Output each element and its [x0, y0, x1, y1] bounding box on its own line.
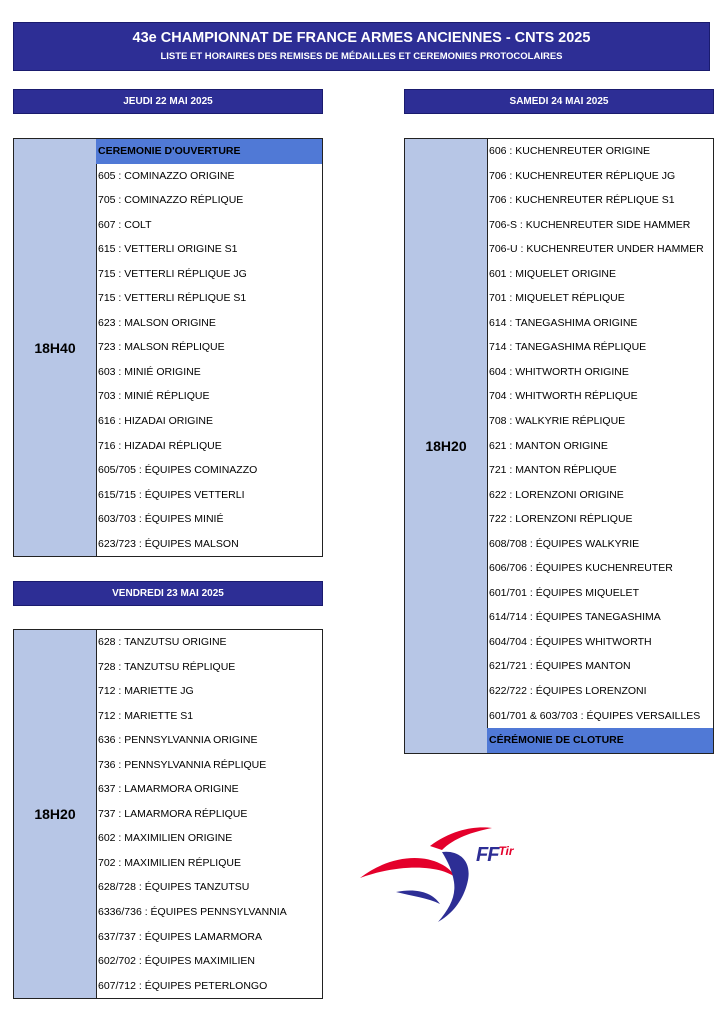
day-header-saturday: SAMEDI 24 MAI 2025 [404, 89, 714, 114]
list-item: 605/705 : ÉQUIPES COMINAZZO [98, 464, 258, 477]
list-item: 604 : WHITWORTH ORIGINE [489, 365, 629, 378]
list-item: 715 : VETTERLI RÉPLIQUE S1 [98, 292, 247, 305]
list-item: 701 : MIQUELET RÉPLIQUE [489, 292, 625, 305]
logo-red-swoosh [360, 858, 458, 880]
schedule-saturday [404, 138, 714, 754]
list-item: 616 : HIZADAI ORIGINE [98, 415, 213, 428]
list-item: 728 : TANZUTSU RÉPLIQUE [98, 660, 236, 673]
day-header-thursday: JEUDI 22 MAI 2025 [13, 89, 323, 114]
logo-blue-swoosh [396, 891, 440, 905]
list-item: 608/708 : ÉQUIPES WALKYRIE [489, 537, 640, 550]
logo-wordmark [476, 844, 514, 867]
list-item: 704 : WHITWORTH RÉPLIQUE [489, 390, 638, 403]
list-item: 723 : MALSON RÉPLIQUE [98, 341, 225, 354]
closing-ceremony: CÉRÉMONIE DE CLOTURE [487, 728, 713, 753]
page-subtitle: LISTE ET HORAIRES DES REMISES DE MÉDAILLES ET CEREMONIES PROTOCOLAIRES [160, 51, 563, 62]
list-item: 614 : TANEGASHIMA ORIGINE [489, 316, 638, 329]
list-item: 607/712 : ÉQUIPES PETERLONGO [98, 979, 268, 992]
list-item: 601/701 : ÉQUIPES MIQUELET [489, 586, 639, 599]
list-thursday [96, 139, 322, 556]
list-item: 702 : MAXIMILIEN RÉPLIQUE [98, 856, 241, 869]
page-title: 43e CHAMPIONNAT DE FRANCE ARMES ANCIENNES - CNTS 2025 [132, 30, 591, 46]
list-item: 623/723 : ÉQUIPES MALSON [98, 537, 239, 550]
list-item: 722 : LORENZONI RÉPLIQUE [489, 513, 633, 526]
list-item: 736 : PENNSYLVANNIA RÉPLIQUE [98, 758, 267, 771]
list-item: 604/704 : ÉQUIPES WHITWORTH [489, 635, 652, 648]
fftir-logo [356, 822, 532, 930]
list-item: 705 : COMINAZZO RÉPLIQUE [98, 194, 244, 207]
day-header-friday: VENDREDI 23 MAI 2025 [13, 581, 323, 606]
page-header [13, 22, 710, 71]
list-item: 714 : TANEGASHIMA RÉPLIQUE [489, 341, 647, 354]
list-item: 636 : PENNSYLVANNIA ORIGINE [98, 734, 258, 747]
list-friday [96, 630, 322, 998]
list-item: 606 : KUCHENREUTER ORIGINE [489, 145, 651, 157]
list-saturday [487, 139, 713, 753]
list-item: 706 : KUCHENREUTER RÉPLIQUE JG [489, 169, 676, 182]
schedule-thursday [13, 138, 323, 557]
time-label: 18H20 [34, 806, 76, 822]
list-item: 605 : COMINAZZO ORIGINE [98, 169, 235, 182]
time-label: 18H40 [34, 339, 76, 356]
list-item: 602/702 : ÉQUIPES MAXIMILIEN [98, 955, 255, 968]
list-item: 602 : MAXIMILIEN ORIGINE [98, 832, 233, 845]
list-item: 615/715 : ÉQUIPES VETTERLI [98, 488, 245, 501]
opening-ceremony: CEREMONIE D'OUVERTURE [96, 139, 322, 164]
time-cell-thursday [14, 139, 97, 556]
list-item: 637 : LAMARMORA ORIGINE [98, 783, 239, 796]
list-item: 737 : LAMARMORA RÉPLIQUE [98, 807, 248, 820]
list-item: 708 : WALKYRIE RÉPLIQUE [489, 415, 626, 428]
list-item: 614/714 : ÉQUIPES TANEGASHIMA [489, 611, 661, 624]
list-item: 621 : MANTON ORIGINE [489, 439, 608, 452]
logo-brand: FF [476, 844, 499, 866]
list-item: 623 : MALSON ORIGINE [98, 316, 216, 329]
list-item: 712 : MARIETTE S1 [98, 709, 194, 722]
list-item: 712 : MARIETTE JG [98, 685, 194, 698]
list-item: 622/722 : ÉQUIPES LORENZONI [489, 685, 647, 698]
logo-blue-body [438, 852, 469, 922]
time-label: 18H20 [425, 438, 467, 454]
list-item: 628/728 : ÉQUIPES TANZUTSU [98, 881, 250, 894]
list-item: 703 : MINIÉ RÉPLIQUE [98, 390, 210, 403]
list-item: 6336/736 : ÉQUIPES PENNSYLVANNIA [98, 906, 287, 919]
list-item: 606/706 : ÉQUIPES KUCHENREUTER [489, 562, 673, 575]
list-item: 615 : VETTERLI ORIGINE S1 [98, 243, 238, 256]
list-item: 622 : LORENZONI ORIGINE [489, 488, 624, 501]
list-item: 706-U : KUCHENREUTER UNDER HAMMER [489, 243, 704, 256]
list-item: 603/703 : ÉQUIPES MINIÉ [98, 513, 224, 526]
logo-suffix: Tir [498, 844, 514, 858]
list-item: 706-S : KUCHENREUTER SIDE HAMMER [489, 218, 691, 231]
list-item: 601/701 & 603/703 : ÉQUIPES VERSAILLES [489, 709, 701, 722]
list-item: 706 : KUCHENREUTER RÉPLIQUE S1 [489, 194, 675, 207]
time-cell-friday [14, 630, 97, 998]
list-item: 621/721 : ÉQUIPES MANTON [489, 660, 631, 673]
list-item: 716 : HIZADAI RÉPLIQUE [98, 439, 222, 452]
time-cell-saturday [405, 139, 488, 753]
list-item: 601 : MIQUELET ORIGINE [489, 267, 617, 280]
list-item: 721 : MANTON RÉPLIQUE [489, 464, 617, 477]
schedule-friday [13, 629, 323, 999]
list-item: 603 : MINIÉ ORIGINE [98, 365, 201, 378]
list-item: 637/737 : ÉQUIPES LAMARMORA [98, 930, 262, 943]
list-item: 607 : COLT [98, 218, 152, 231]
list-item: 715 : VETTERLI RÉPLIQUE JG [98, 267, 247, 280]
list-item: 628 : TANZUTSU ORIGINE [98, 636, 227, 648]
